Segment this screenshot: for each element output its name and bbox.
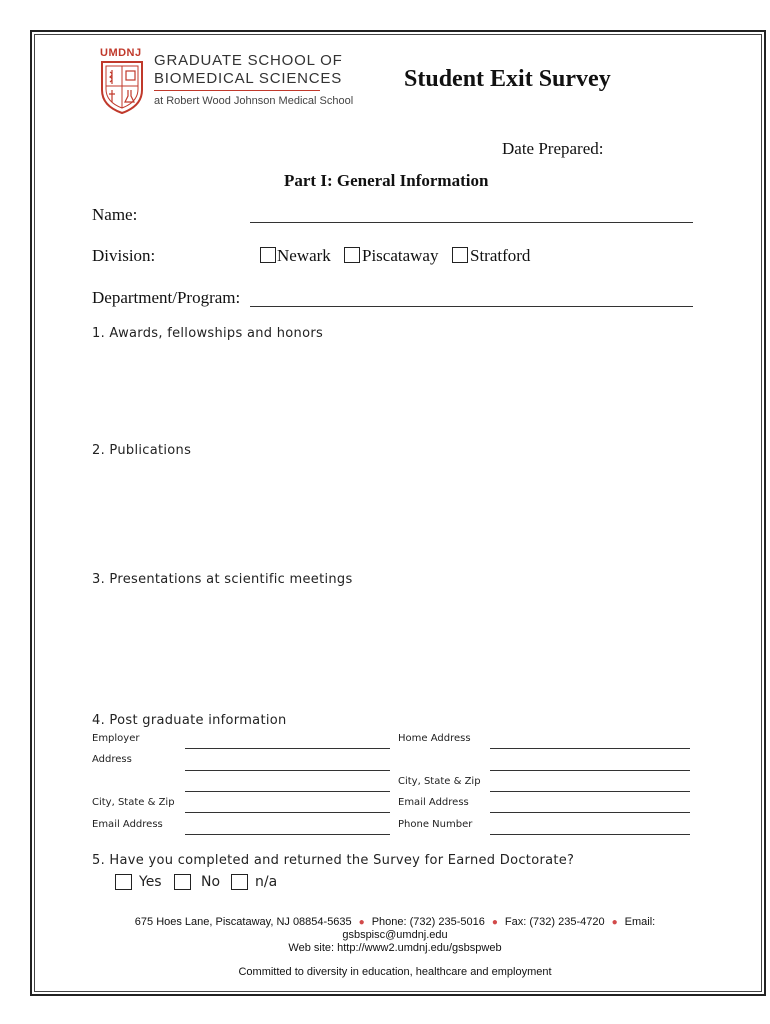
bullet-icon: ● — [358, 917, 365, 928]
city-state-zip-right-input-line[interactable] — [490, 791, 690, 792]
employer-label: Employer — [92, 733, 140, 744]
address-input-line-2[interactable] — [185, 791, 390, 792]
department-input-line[interactable] — [250, 306, 693, 307]
newark-checkbox[interactable] — [260, 247, 276, 263]
phone-label: Phone Number — [398, 819, 473, 830]
footer-fax: Fax: (732) 235-4720 — [504, 916, 605, 928]
na-label: n/a — [255, 874, 278, 890]
bullet-icon: ● — [611, 917, 618, 928]
question-4: 4. Post graduate information — [92, 713, 287, 728]
shield-logo-icon — [100, 56, 144, 114]
date-prepared-label: Date Prepared: — [502, 139, 604, 158]
yes-checkbox[interactable] — [115, 874, 132, 890]
email-left-input-line[interactable] — [185, 834, 390, 835]
division-label: Division: — [92, 246, 156, 265]
city-state-zip-left-label: City, State & Zip — [92, 797, 175, 808]
part1-heading: Part I: General Information — [284, 171, 489, 190]
footer-email-label: Email: — [624, 916, 656, 928]
phone-input-line[interactable] — [490, 834, 690, 835]
footer-phone: Phone: (732) 235-5016 — [371, 916, 485, 928]
home-address-input-line-2[interactable] — [490, 770, 690, 771]
question-5: 5. Have you completed and returned the Survey for Earned Doctorate? — [92, 853, 575, 868]
newark-label: Newark — [277, 246, 331, 265]
bullet-icon: ● — [491, 917, 498, 928]
footer-contact-line — [40, 916, 750, 928]
question-2: 2. Publications — [92, 443, 192, 458]
page-title: Student Exit Survey — [404, 66, 611, 92]
logo-line-3: at Robert Wood Johnson Medical School — [154, 95, 354, 107]
footer-email[interactable]: gsbspisc@umdnj.edu — [342, 929, 448, 941]
email-right-label: Email Address — [398, 797, 469, 808]
logo-divider — [154, 90, 320, 91]
email-right-input-line[interactable] — [490, 812, 690, 813]
yes-label: Yes — [139, 874, 162, 890]
department-label: Department/Program: — [92, 288, 241, 307]
no-checkbox[interactable] — [174, 874, 191, 890]
name-input-line[interactable] — [250, 222, 693, 223]
address-label: Address — [92, 754, 132, 765]
stratford-checkbox[interactable] — [452, 247, 468, 263]
home-address-input-line[interactable] — [490, 748, 690, 749]
city-state-zip-right-label: City, State & Zip — [398, 776, 481, 787]
piscataway-label: Piscataway — [362, 246, 439, 265]
question-3: 3. Presentations at scientific meetings — [92, 572, 353, 587]
logo-line-2: BIOMEDICAL SCIENCES — [154, 70, 343, 87]
email-left-label: Email Address — [92, 819, 163, 830]
home-address-label: Home Address — [398, 733, 471, 744]
employer-input-line[interactable] — [185, 748, 390, 749]
name-label: Name: — [92, 205, 138, 224]
footer-address: 675 Hoes Lane, Piscataway, NJ 08854-5635 — [134, 916, 352, 928]
piscataway-checkbox[interactable] — [344, 247, 360, 263]
footer-diversity: Committed to diversity in education, healthcare and employment — [238, 966, 552, 978]
stratford-label: Stratford — [470, 246, 531, 265]
logo-org: UMDNJ — [100, 47, 142, 59]
address-input-line[interactable] — [185, 770, 390, 771]
question-1: 1. Awards, fellowships and honors — [92, 326, 324, 341]
city-state-zip-left-input-line[interactable] — [185, 812, 390, 813]
no-label: No — [201, 874, 221, 890]
footer-website[interactable]: Web site: http://www2.umdnj.edu/gsbspweb — [288, 942, 502, 954]
na-checkbox[interactable] — [231, 874, 248, 890]
logo-line-1: GRADUATE SCHOOL OF — [154, 52, 343, 69]
